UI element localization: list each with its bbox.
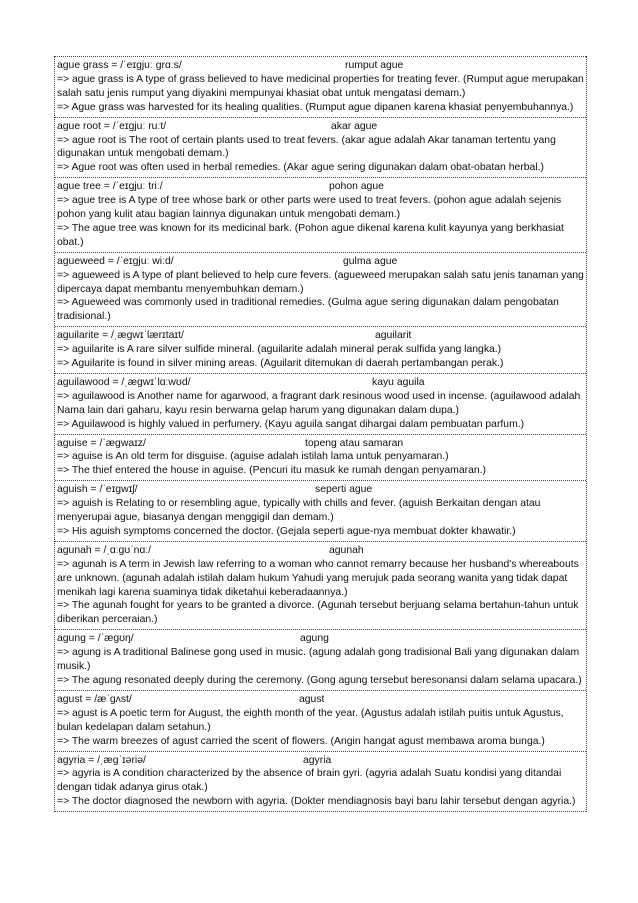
- headword-pronunciation: agunah = /ˌɑːɡʊˈnɑː/: [57, 544, 152, 556]
- definition: => agunah is A term in Jewish law referring to a woman who cannot remarry because her husband's whereabouts are unknown. (agunah adalah istilah dalam hukum Yahudi yang merujuk pada seorang wanita yang tidak dapat menikah lagi karena suaminya tidak diketahui keberadaannya.): [57, 558, 579, 598]
- translation: topeng atau samaran: [305, 437, 404, 449]
- entry-ague-tree: [55, 177, 586, 252]
- example-sentence: => The warm breezes of agust carried the scent of flowers. (Angin hangat agust membawa aroma bunga.): [57, 735, 545, 747]
- definition: => agyria is A condition characterized by the absence of brain gyri. (agyria adalah Suatu kondisi yang ditandai dengan tidak adanya girus otak.): [57, 768, 562, 794]
- translation: akar ague: [331, 120, 378, 132]
- entry-headline: [57, 483, 584, 497]
- definition: => ague grass is A type of grass believed to have medicinal properties for treating fever. (Rumput ague merupakan salah satu jenis rumput yang diyakini mempunyai khasiat obat untuk mengatasi demam.): [57, 73, 584, 99]
- entry-headline: [57, 693, 584, 707]
- definition: => agung is A traditional Balinese gong used in music. (agung adalah gong tradisional Bali yang digunakan dalam musik.): [57, 647, 580, 673]
- headword-pronunciation: agust = /æˈɡʌst/: [57, 693, 132, 705]
- headword-pronunciation: agung = /ˈæɡʊŋ/: [57, 633, 134, 645]
- translation: kayu aguila: [372, 376, 425, 388]
- entry-aguilawood: [55, 373, 586, 434]
- entry-agunah: [55, 541, 586, 629]
- entry-agust: [55, 690, 586, 751]
- example-sentence: => The thief entered the house in aguise. (Pencuri itu masuk ke rumah dengan penyamaran.): [57, 465, 486, 477]
- definition: => aguise is An old term for disguise. (aguise adalah istilah lama untuk penyamaran.): [57, 451, 449, 463]
- definition: => ague tree is A type of tree whose bark or other parts were used to treat fevers. (pohon ague adalah sejenis pohon yang kulit atau bagian lainnya digunakan untuk mengobati demam.): [57, 195, 562, 221]
- headword-pronunciation: aguise = /ˈæɡwaɪz/: [57, 437, 146, 449]
- headword-pronunciation: ague grass = /ˈeɪɡjuː ɡrɑːs/: [57, 60, 182, 71]
- translation: agust: [299, 693, 325, 705]
- translation: agung: [300, 633, 329, 645]
- entry-aguish: [55, 480, 586, 541]
- translation: agunah: [329, 544, 364, 556]
- entry-headline: [57, 376, 584, 390]
- translation: pohon ague: [329, 181, 384, 193]
- example-sentence: => Agueweed was commonly used in traditional remedies. (Gulma ague sering digunakan dalam pengobatan tradisional.): [57, 297, 559, 323]
- example-sentence: => The agunah fought for years to be granted a divorce. (Agunah tersebut berjuang selama bertahun-tahun untuk diberikan perceraian.): [57, 600, 579, 626]
- entry-headline: [57, 544, 584, 558]
- entry-headline: [57, 255, 584, 269]
- headword-pronunciation: aguilawood = /ˌæɡwɪˈlɑːwʊd/: [57, 376, 191, 388]
- entry-headline: [57, 329, 584, 343]
- entry-ague-grass: [55, 56, 586, 117]
- example-sentence: => The ague tree was known for its medicinal bark. (Pohon ague dikenal karena kulit kayunya yang berkhasiat obat.): [57, 222, 564, 248]
- entry-headline: [57, 632, 584, 646]
- dictionary-entry-list: [54, 56, 587, 812]
- definition: => aguilawood is Another name for agarwood, a fragrant dark resinous wood used in incense. (aguilawood adalah Nama lain dari gaharu, kayu resin berwarna gelap harum yang digunakan dalam dupa.): [57, 390, 581, 416]
- example-sentence: => Ague root was often used in herbal remedies. (Akar ague sering digunakan dalam obat-obatan herbal.): [57, 162, 544, 174]
- definition: => agueweed is A type of plant believed to help cure fevers. (agueweed merupakan salah satu jenis tanaman yang dipercaya dapat membantu menyembuhkan demam.): [57, 269, 584, 295]
- entry-headline: [57, 437, 584, 451]
- definition: => ague root is The root of certain plants used to treat fevers. (akar ague adalah Akar tanaman tertentu yang digunakan untuk mengobati demam.): [57, 134, 556, 160]
- translation: seperti ague: [315, 484, 373, 496]
- example-sentence: => His aguish symptoms concerned the doctor. (Gejala seperti ague-nya membuat dokter khawatir.): [57, 525, 516, 537]
- definition: => aguish is Relating to or resembling ague, typically with chills and fever. (aguish Berkaitan dengan atau menyerupai ague, biasanya dengan menggigil dan demam.): [57, 498, 541, 524]
- entry-agueweed: [55, 252, 586, 327]
- headword-pronunciation: agueweed = /ˈeɪɡjuː wiːd/: [57, 255, 174, 267]
- example-sentence: => Ague grass was harvested for its healing qualities. (Rumput ague dipanen karena khasiat penyembuhannya.): [57, 101, 574, 113]
- entry-agyria: [55, 751, 586, 813]
- entry-headline: [57, 754, 584, 768]
- entry-ague-root: [55, 117, 586, 178]
- example-sentence: => The doctor diagnosed the newborn with agyria. (Dokter mendiagnosis bayi baru lahir tersebut dengan agyria.): [57, 796, 576, 808]
- headword-pronunciation: ague tree = /ˈeɪɡjuː triː/: [57, 181, 163, 193]
- translation: agyria: [303, 754, 332, 766]
- translation: gulma ague: [343, 255, 398, 267]
- entry-headline: [57, 120, 584, 134]
- example-sentence: => The agung resonated deeply during the ceremony. (Gong agung tersebut beresonansi dalam selama upacara.): [57, 675, 582, 686]
- definition: => agust is A poetic term for August, the eighth month of the year. (Agustus adalah istilah puitis untuk Agustus, bulan kedelapan dalam setahun.): [57, 707, 564, 733]
- example-sentence: => Aguilarite is found in silver mining areas. (Aguilarit ditemukan di daerah pertambangan perak.): [57, 358, 504, 370]
- headword-pronunciation: aguish = /ˈeɪɡwɪʃ/: [57, 484, 138, 496]
- example-sentence: => Aguilawood is highly valued in perfumery. (Kayu aguila sangat dihargai dalam pembuatan parfum.): [57, 418, 525, 430]
- entry-agung: [55, 629, 586, 690]
- headword-pronunciation: aguilarite = /ˌæɡwɪˈlærɪtaɪt/: [57, 330, 184, 342]
- definition: => aguilarite is A rare silver sulfide mineral. (aguilarite adalah mineral perak sulfida yang langka.): [57, 344, 502, 356]
- entry-aguise: [55, 434, 586, 481]
- entry-aguilarite: [55, 326, 586, 373]
- entry-headline: [57, 180, 584, 194]
- translation: aguilarit: [375, 330, 412, 342]
- translation: rumput ague: [345, 60, 404, 71]
- headword-pronunciation: ague root = /ˈeɪɡjuː ruːt/: [57, 120, 167, 132]
- entry-headline: [57, 59, 584, 73]
- headword-pronunciation: agyria = /ˌæɡˈɪəriə/: [57, 754, 146, 766]
